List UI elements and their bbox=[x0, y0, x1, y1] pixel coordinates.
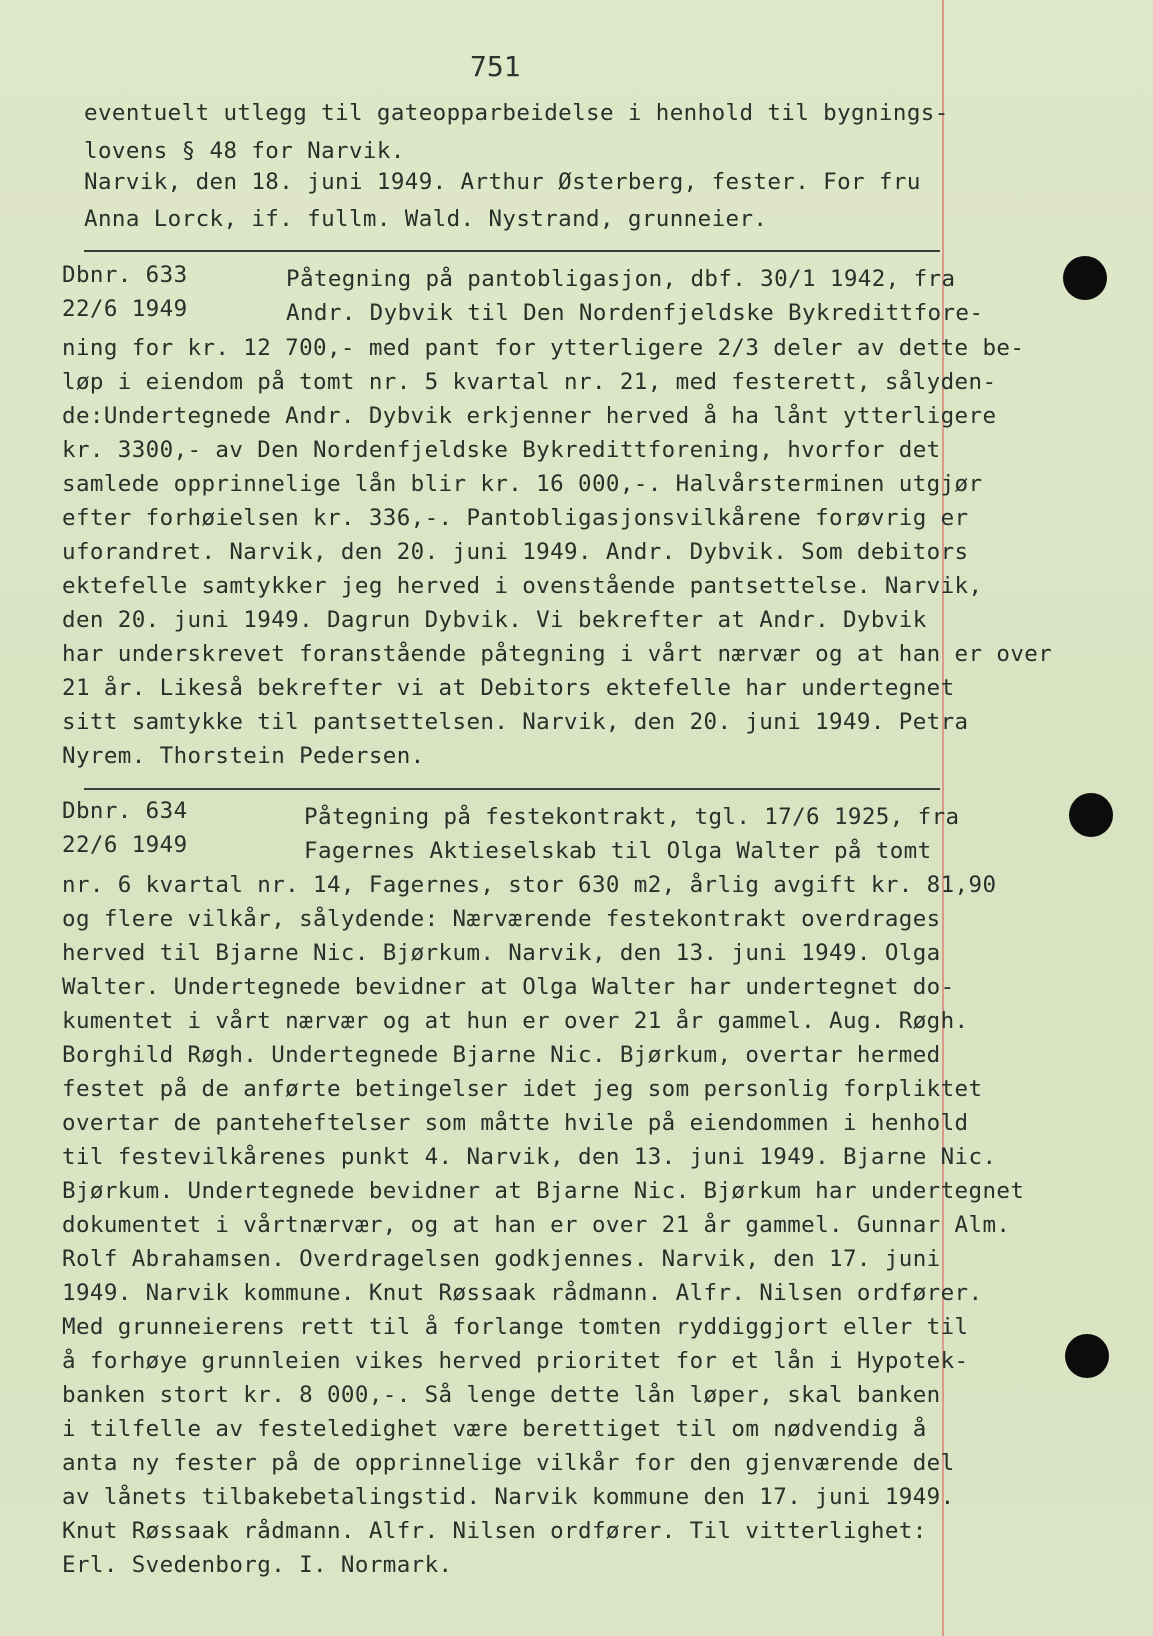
entry-633-line: Andr. Dybvik til Den Nordenfjeldske Bykredittfore- bbox=[286, 300, 984, 326]
intro-line: eventuelt utlegg til gateopparbeidelse i henhold til bygnings- bbox=[84, 100, 949, 126]
entry-634-line: kumentet i vårt nærvær og at hun er over 21 år gammel. Aug. Røgh. bbox=[62, 1008, 969, 1034]
entry-634-line: Bjørkum. Undertegnede bevidner at Bjarne Nic. Bjørkum har undertegnet bbox=[62, 1178, 1025, 1204]
entry-633-line: kr. 3300,- av Den Nordenfjeldske Bykredittforening, hvorfor det bbox=[62, 437, 941, 463]
entry-634-line: i tilfelle av festeledighet være berettiget til om nødvendig å bbox=[62, 1416, 927, 1442]
entry-633-line: 21 år. Likeså bekrefter vi at Debitors ektefelle har undertegnet bbox=[62, 675, 955, 701]
entry-634-line: Med grunneierens rett til å forlange tomten ryddiggjort eller til bbox=[62, 1314, 969, 1340]
intro-line: Anna Lorck, if. fullm. Wald. Nystrand, grunneier. bbox=[84, 206, 768, 232]
entry-633-line: Påtegning på pantobligasjon, dbf. 30/1 1942, fra bbox=[286, 266, 956, 292]
entry-634-line: til festevilkårenes punkt 4. Narvik, den 13. juni 1949. Bjarne Nic. bbox=[62, 1144, 997, 1170]
section-divider bbox=[84, 250, 940, 252]
entry-634-line: Borghild Røgh. Undertegnede Bjarne Nic. Bjørkum, overtar hermed bbox=[62, 1042, 941, 1068]
entry-633-line: løp i eiendom på tomt nr. 5 kvartal nr. 21, med festerett, sålyden- bbox=[62, 369, 997, 395]
entry-633-line: efter forhøielsen kr. 336,-. Pantobligasjonsvilkårene forøvrig er bbox=[62, 505, 969, 531]
intro-line: Narvik, den 18. juni 1949. Arthur Østerberg, fester. For fru bbox=[84, 169, 921, 195]
entry-633-line: sitt samtykke til pantsettelsen. Narvik, den 20. juni 1949. Petra bbox=[62, 709, 969, 735]
entry-633-line: Nyrem. Thorstein Pedersen. bbox=[62, 743, 425, 769]
entry-634-line: Walter. Undertegnede bevidner at Olga Walter har undertegnet do- bbox=[62, 974, 955, 1000]
entry-634-line: herved til Bjarne Nic. Bjørkum. Narvik, den 13. juni 1949. Olga bbox=[62, 940, 941, 966]
entry-634-line: festet på de anførte betingelser idet jeg som personlig forpliktet bbox=[62, 1076, 983, 1102]
section-divider bbox=[84, 788, 940, 790]
entry-634-line: av lånets tilbakebetalingstid. Narvik kommune den 17. juni 1949. bbox=[62, 1484, 955, 1510]
page-number: 751 bbox=[470, 50, 521, 83]
entry-634-line: Påtegning på festekontrakt, tgl. 17/6 1925, fra bbox=[304, 804, 960, 830]
entry-633-line: samlede opprinnelige lån blir kr. 16 000,-. Halvårsterminen utgjør bbox=[62, 471, 983, 497]
entry-634-line: å forhøye grunnleien vikes herved prioritet for et lån i Hypotek- bbox=[62, 1348, 969, 1374]
entry-634-line: Erl. Svedenborg. I. Normark. bbox=[62, 1552, 453, 1578]
punch-hole-top bbox=[1063, 256, 1107, 300]
entry-633-line: har underskrevet foranstående påtegning i vårt nærvær og at han er over bbox=[62, 641, 1053, 667]
entry-634-line: nr. 6 kvartal nr. 14, Fagernes, stor 630 m2, årlig avgift kr. 81,90 bbox=[62, 872, 997, 898]
entry-634-line: 1949. Narvik kommune. Knut Røssaak rådmann. Alfr. Nilsen ordfører. bbox=[62, 1280, 983, 1306]
entry-634-line: dokumentet i vårtnærvær, og at han er over 21 år gammel. Gunnar Alm. bbox=[62, 1212, 1011, 1238]
entry-634-line: anta ny fester på de opprinnelige vilkår for den gjenværende del bbox=[62, 1450, 955, 1476]
entry-634-line: Knut Røssaak rådmann. Alfr. Nilsen ordfører. Til vitterlighet: bbox=[62, 1518, 927, 1544]
entry-634-line: Rolf Abrahamsen. Overdragelsen godkjennes. Narvik, den 17. juni bbox=[62, 1246, 941, 1272]
entry-633-line: uforandret. Narvik, den 20. juni 1949. Andr. Dybvik. Som debitors bbox=[62, 539, 969, 565]
entry-633-date: 22/6 1949 bbox=[62, 296, 188, 322]
entry-634-dbnr: Dbnr. 634 bbox=[62, 798, 188, 824]
intro-line: lovens § 48 for Narvik. bbox=[84, 138, 405, 164]
entry-633-line: ning for kr. 12 700,- med pant for ytterligere 2/3 deler av dette be- bbox=[62, 335, 1025, 361]
entry-633-line: ektefelle samtykker jeg herved i ovenstående pantsettelse. Narvik, bbox=[62, 573, 983, 599]
punch-hole-middle bbox=[1069, 793, 1113, 837]
entry-634-line: og flere vilkår, sålydende: Nærværende festekontrakt overdrages bbox=[62, 906, 941, 932]
entry-633-line: de:Undertegnede Andr. Dybvik erkjenner herved å ha lånt ytterligere bbox=[62, 403, 997, 429]
entry-634-date: 22/6 1949 bbox=[62, 832, 188, 858]
entry-634-line: banken stort kr. 8 000,-. Så lenge dette lån løper, skal banken bbox=[62, 1382, 941, 1408]
entry-634-line: Fagernes Aktieselskab til Olga Walter på tomt bbox=[304, 838, 932, 864]
entry-634-line: overtar de panteheftelser som måtte hvile på eiendommen i henhold bbox=[62, 1110, 969, 1136]
entry-633-dbnr: Dbnr. 633 bbox=[62, 262, 188, 288]
punch-hole-bottom bbox=[1065, 1334, 1109, 1378]
entry-633-line: den 20. juni 1949. Dagrun Dybvik. Vi bekrefter at Andr. Dybvik bbox=[62, 607, 927, 633]
